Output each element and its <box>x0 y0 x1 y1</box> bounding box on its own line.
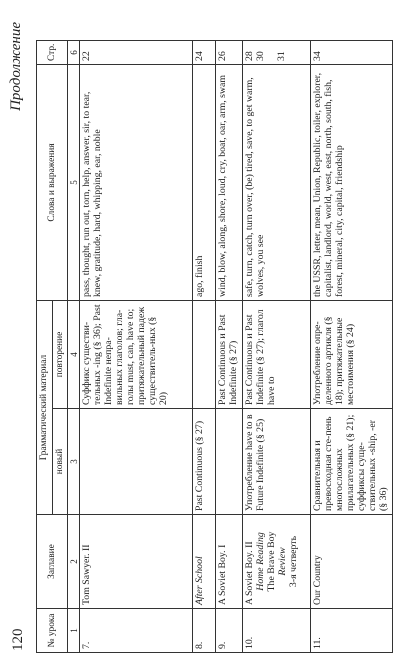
table-row <box>311 40 393 652</box>
grammar-review: Употребление опре-деленного артикля (§ 18); притяжательные местоимения (§ 24) <box>311 300 393 408</box>
lesson-title: Our Country <box>311 515 393 609</box>
col-number: 6 <box>68 40 80 64</box>
grammar-review <box>193 300 216 408</box>
review-label: Review <box>276 547 288 576</box>
home-reading-title: The Brave Boy <box>265 531 277 592</box>
header-lesson-no: № урока <box>37 609 68 653</box>
table-row <box>80 40 193 652</box>
lesson-title: A Soviet Boy. I <box>216 515 243 609</box>
page-ref-value: 30 <box>254 51 266 61</box>
column-number-row <box>68 40 80 652</box>
curriculum-table <box>36 40 393 653</box>
header-page: Стр. <box>37 40 68 64</box>
quarter-label: 3-я четверть <box>287 535 299 588</box>
page-ref <box>243 40 311 64</box>
lesson-number: 10. <box>243 609 311 653</box>
lesson-number: 7. <box>80 609 193 653</box>
col-number: 5 <box>68 64 80 300</box>
grammar-new <box>216 409 243 515</box>
header-words: Слова и выражения <box>37 64 68 300</box>
grammar-review: Суффикс существи-тельных -ing (§ 36); Past Indefinite непра-вильных глаголов; гла-голы must, can, have to; притяжательный падеж существитель-ных (§ 20) <box>80 300 193 408</box>
lesson-title: After School <box>193 515 216 609</box>
table-row <box>243 40 311 652</box>
page-ref <box>80 40 193 64</box>
lesson-title <box>243 515 311 609</box>
grammar-new: Употребление have to в Future Indefinite (§ 25) <box>243 409 311 515</box>
page-ref-value: 22 <box>81 51 93 61</box>
table-row <box>193 40 216 652</box>
lesson-number: 9. <box>216 609 243 653</box>
continuation-label: Продолжение <box>8 22 24 111</box>
page-ref-value: 24 <box>194 51 206 61</box>
header-title: Заглавие <box>37 515 68 609</box>
grammar-new: Past Continuous (§ 27) <box>193 409 216 515</box>
header-row <box>37 40 53 652</box>
lesson-title-main: A Soviet Boy. II <box>244 541 255 605</box>
lesson-title: Tom Sawyer. II <box>80 515 193 609</box>
lesson-number: 8. <box>193 609 216 653</box>
grammar-new: Сравнительная и превосходная сте-пень многосложных прилагательных (§ 21); суффиксы суще-ствительных -ship, -er (§ 36) <box>311 409 393 515</box>
words-expressions: the USSR, letter, mean, Union, Republic, toiler, explorer, capitalist, landlord, world, west, east, north, south, fish, forest, mineral, city, capital, friendship <box>311 64 393 300</box>
page-ref-value: 31 <box>275 51 287 61</box>
words-expressions: wind, blow, along, shore, loud, cry, boat, oar, arm, swam <box>216 64 243 300</box>
page-ref-value: 26 <box>217 51 229 61</box>
col-number: 3 <box>68 409 80 515</box>
grammar-review: Past Continuous и Past Indefinite (§ 27) <box>216 300 243 408</box>
page-ref <box>216 40 243 64</box>
col-number: 1 <box>68 609 80 653</box>
col-number: 4 <box>68 300 80 408</box>
header-new: новый <box>52 409 68 515</box>
page-ref-value: 34 <box>312 51 323 61</box>
header-review: повторение <box>52 300 68 408</box>
home-reading-label: Home Reading <box>254 532 266 591</box>
table-row <box>216 40 243 652</box>
grammar-review: Past Continuous и Past Indefinite (§ 27); глагол have to <box>243 300 311 408</box>
page-ref-value: 28 <box>244 51 255 61</box>
lesson-number: 11. <box>311 609 393 653</box>
page-ref <box>311 40 393 64</box>
words-expressions: safe, turn, catch, turn over, (be) tired, save, to get warm, wolves, you see <box>243 64 311 300</box>
grammar-new <box>80 409 193 515</box>
header-grammar: Грамматический материал <box>37 300 53 514</box>
col-number: 2 <box>68 515 80 609</box>
page-ref <box>193 40 216 64</box>
page-number: 120 <box>10 628 26 651</box>
words-expressions: ago, finish <box>193 64 216 300</box>
words-expressions: pass, thought, run out, torn, help, answer, sir, to tear, knew, gratitude, hard, whipping, ear, noble <box>80 64 193 300</box>
